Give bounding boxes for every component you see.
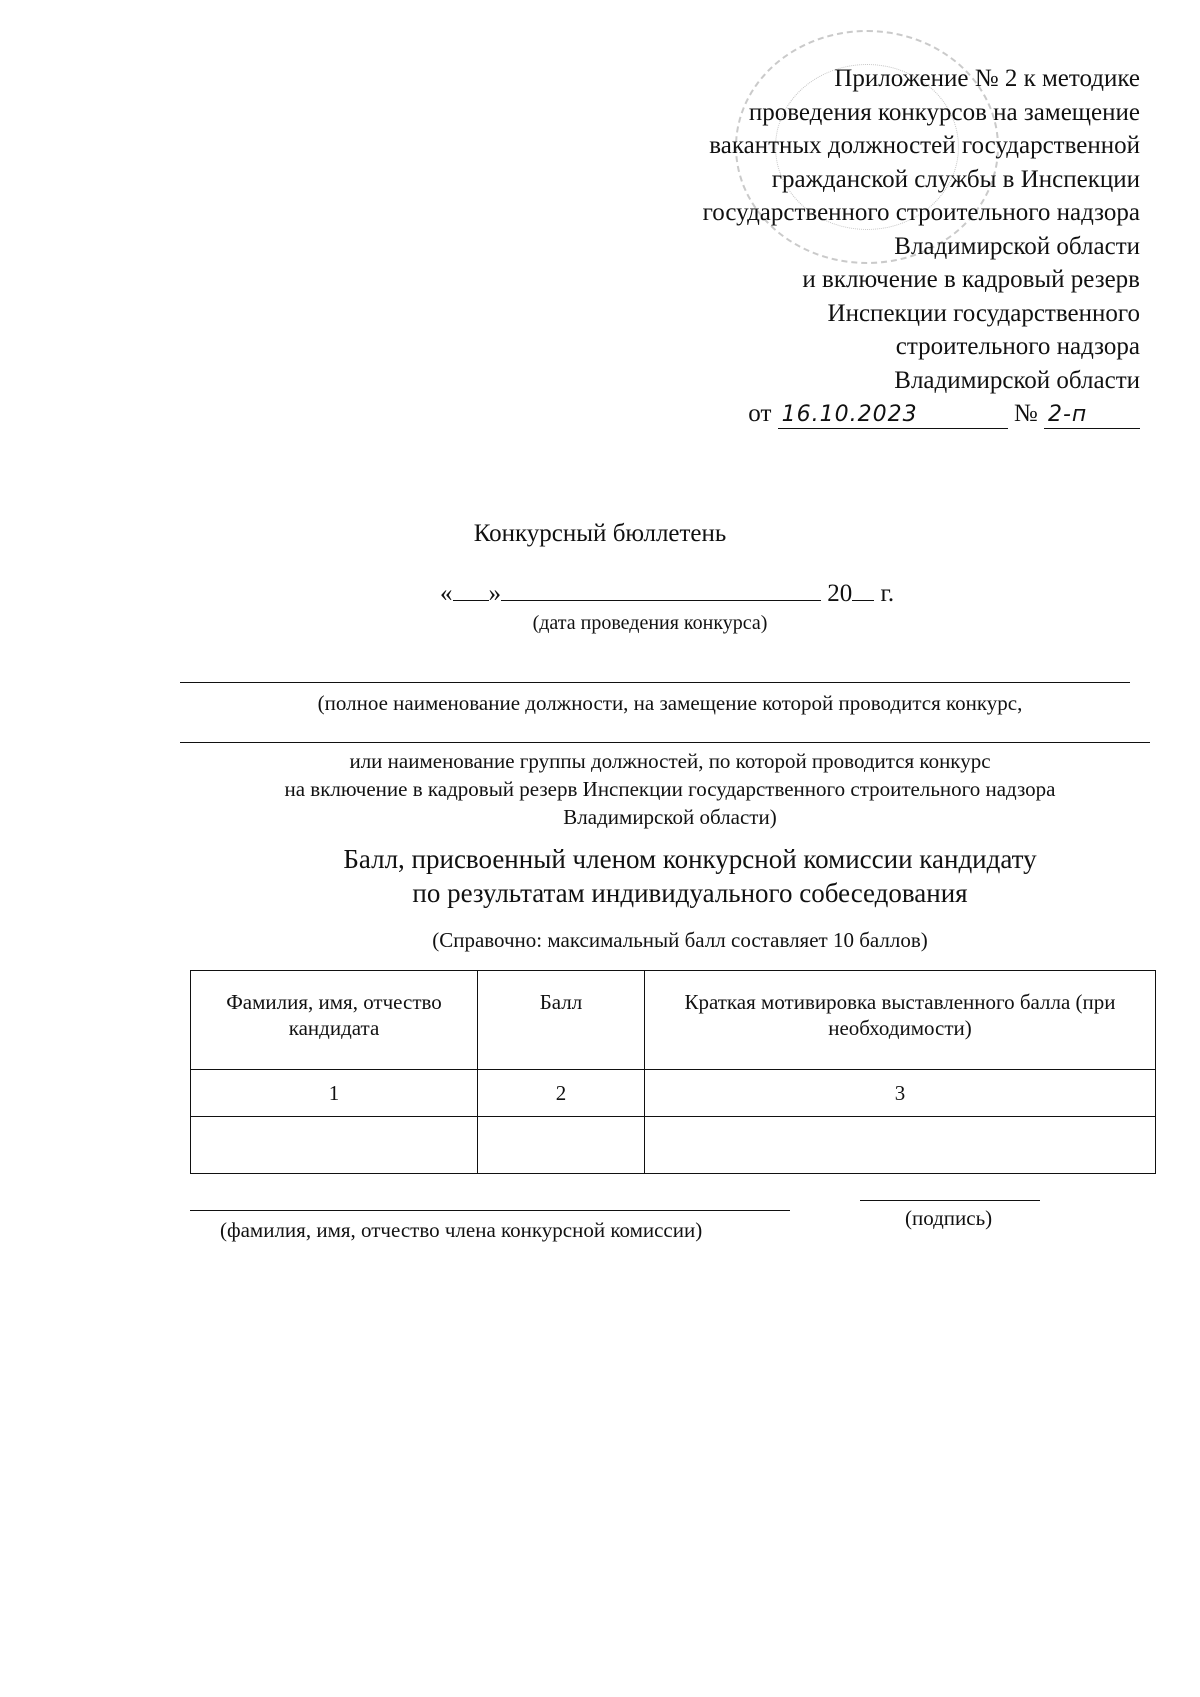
number-sign: № bbox=[1013, 400, 1038, 427]
motivation-cell[interactable] bbox=[645, 1117, 1156, 1174]
position-hint-3: на включение в кадровый резерв Инспекции государственного строительного надзора bbox=[284, 777, 1056, 801]
score-title bbox=[280, 842, 1100, 910]
position-hint-1: (полное наименование должности, на замещение которой проводится конкурс, bbox=[317, 691, 1023, 715]
column-number: 1 bbox=[191, 1070, 478, 1117]
year-suffix: г. bbox=[880, 580, 895, 607]
position-line-1 bbox=[180, 682, 1130, 683]
header-candidate-name: Фамилия, имя, отчество кандидата bbox=[191, 971, 478, 1070]
day-blank bbox=[453, 578, 489, 601]
document-title: Конкурсный бюллетень bbox=[473, 520, 727, 547]
header-line: и включение в кадровый резерв bbox=[802, 266, 1140, 293]
header-line: государственного строительного надзора bbox=[702, 199, 1140, 226]
header-line: Владимирской области bbox=[894, 232, 1140, 260]
name-hint: (фамилия, имя, отчество члена конкурсной комиссии) bbox=[220, 1218, 703, 1242]
header-line: Владимирской области bbox=[894, 366, 1140, 394]
order-date-line bbox=[560, 397, 1140, 431]
signature-hint: (подпись) bbox=[905, 1206, 993, 1230]
handwritten-number: 2-п bbox=[1044, 402, 1140, 429]
date-hint: (дата проведения конкурса) bbox=[532, 612, 768, 634]
header-motivation: Краткая мотивировка выставленного балла (при необходимости) bbox=[645, 971, 1156, 1070]
year-blank bbox=[852, 578, 874, 601]
year-prefix: 20 bbox=[827, 580, 853, 607]
table-row bbox=[191, 1070, 1156, 1117]
table-row bbox=[191, 1117, 1156, 1174]
column-number: 2 bbox=[478, 1070, 645, 1117]
column-number: 3 bbox=[645, 1070, 1156, 1117]
open-quote: « bbox=[440, 580, 453, 607]
date-prefix: от bbox=[748, 400, 772, 427]
close-quote: » bbox=[488, 580, 501, 607]
header-line: гражданской службы в Инспекции bbox=[771, 165, 1140, 193]
score-cell[interactable] bbox=[478, 1117, 645, 1174]
max-score-note: (Справочно: максимальный балл составляет 10 баллов) bbox=[432, 928, 928, 952]
contest-date-row bbox=[440, 578, 894, 608]
header-line: Приложение № 2 к методике bbox=[834, 65, 1140, 92]
handwritten-date: 16.10.2023 bbox=[778, 402, 1008, 429]
position-hint-2: или наименование группы должностей, по которой проводится конкурс bbox=[349, 749, 991, 773]
candidate-name-cell[interactable] bbox=[191, 1117, 478, 1174]
appendix-header bbox=[560, 62, 1140, 431]
signature-line[interactable] bbox=[860, 1200, 1040, 1201]
header-line: проведения конкурсов на замещение bbox=[748, 98, 1140, 126]
header-line: строительного надзора bbox=[895, 333, 1140, 360]
position-line-2 bbox=[180, 742, 1150, 743]
table-header-row bbox=[191, 971, 1156, 1070]
header-score: Балл bbox=[478, 971, 645, 1070]
header-line: вакантных должностей государственной bbox=[709, 132, 1140, 159]
name-signature-line[interactable] bbox=[190, 1210, 790, 1211]
score-table bbox=[190, 970, 1156, 1174]
header-line: Инспекции государственного bbox=[827, 299, 1140, 327]
month-blank bbox=[501, 578, 821, 601]
position-hint-4: Владимирской области) bbox=[563, 805, 777, 829]
score-title-line-2: по результатам индивидуального собеседования bbox=[412, 878, 968, 908]
score-title-line-1: Балл, присвоенный членом конкурсной комиссии кандидату bbox=[343, 844, 1037, 874]
